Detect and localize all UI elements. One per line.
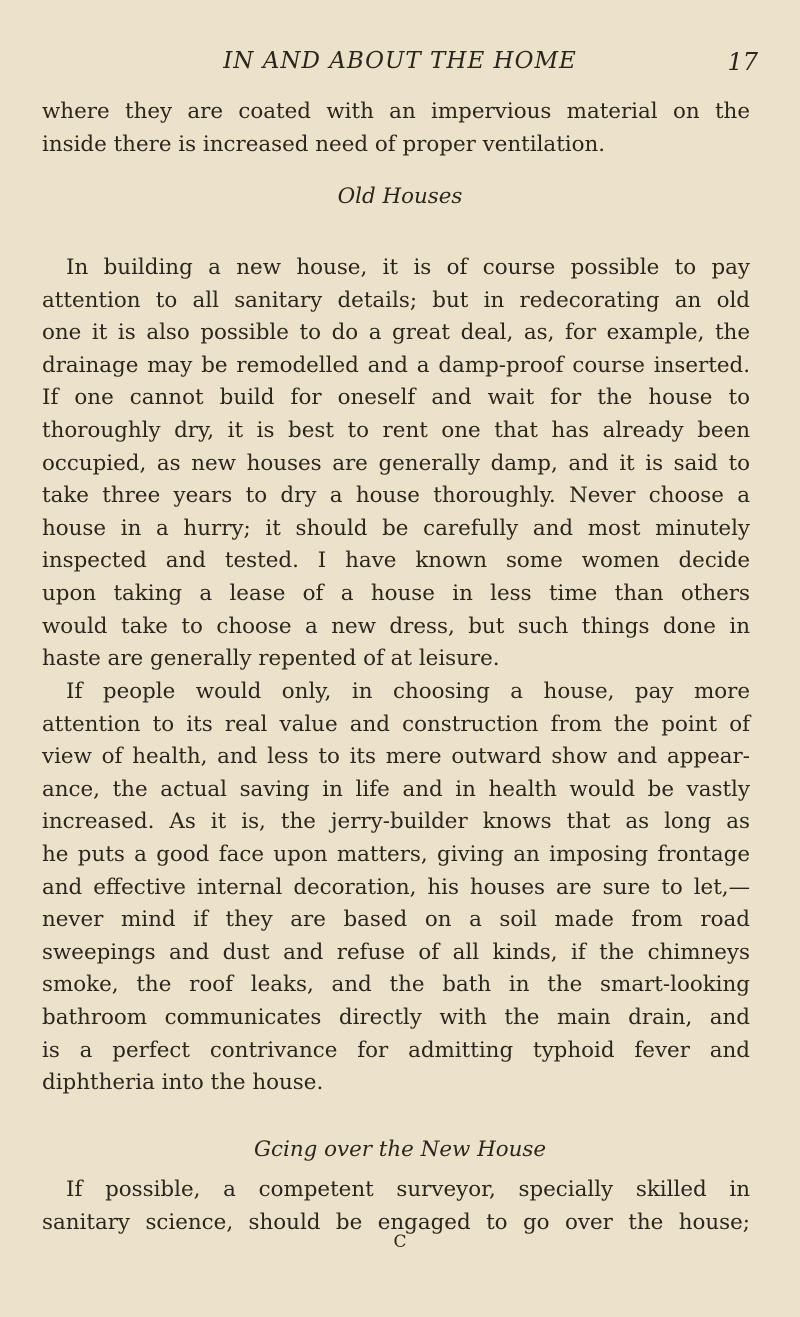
text-line: drainage may be remodelled and a damp-proof course inserted.: [42, 352, 750, 378]
text-line: attention to all sanitary details; but in redecorating an old: [42, 287, 750, 313]
text-line: inside there is increased need of proper ventilation.: [42, 131, 606, 157]
page-number: 17: [727, 48, 758, 76]
text-line: occupied, as new houses are generally damp, and it is said to: [42, 450, 750, 476]
text-line: thoroughly dry, it is best to rent one that has already been: [42, 417, 750, 443]
section-heading-old-houses: Old Houses: [337, 184, 463, 209]
text-line: would take to choose a new dress, but such things done in: [42, 613, 750, 639]
text-line: one it is also possible to do a great deal, as, for example, the: [42, 320, 750, 346]
text-line: upon taking a lease of a house in less time than others: [42, 580, 750, 606]
text-line: house in a hurry; it should be carefully and most minutely: [42, 515, 750, 541]
text-line: and effective internal decoration, his houses are sure to let,—: [42, 874, 750, 900]
text-line: never mind if they are based on a soil made from road: [42, 907, 750, 933]
text-line: inspected and tested. I have known some women decide: [42, 548, 750, 574]
text-line: increased. As it is, the jerry-builder knows that as long as: [42, 809, 750, 835]
text-line: sweepings and dust and refuse of all kinds, if the chimneys: [42, 939, 750, 965]
signature-mark: C: [393, 1232, 407, 1252]
text-line: smoke, the roof leaks, and the bath in the smart-looking: [42, 972, 750, 998]
text-line: bathroom communicates directly with the main drain, and: [42, 1004, 750, 1030]
text-line: If one cannot build for oneself and wait for the house to: [42, 385, 750, 411]
text-line: If people would only, in choosing a house, pay more: [66, 679, 750, 704]
text-line: he puts a good face upon matters, giving an imposing frontage: [42, 841, 750, 867]
section-heading-new-house: Gcing over the New House: [253, 1137, 547, 1162]
text-line: take three years to dry a house thoroughly. Never choose a: [42, 483, 750, 509]
text-line: view of health, and less to its mere outward show and appear-: [42, 744, 750, 770]
old-houses-paragraph-2: [42, 676, 750, 1100]
text-line: ance, the actual saving in life and in health would be vastly: [42, 776, 750, 802]
text-line: attention to its real value and construction from the point of: [42, 711, 750, 737]
text-line: diphtheria into the house.: [42, 1070, 324, 1096]
text-line: where they are coated with an impervious material on the: [42, 99, 750, 124]
new-house-paragraph-1: [42, 1174, 750, 1239]
old-houses-paragraph-1: [42, 252, 750, 676]
text-line: If possible, a competent surveyor, specially skilled in: [66, 1177, 750, 1202]
text-line: is a perfect contrivance for admitting typhoid fever and: [42, 1037, 750, 1063]
continuation-paragraph: [42, 96, 750, 161]
running-head: IN AND ABOUT THE HOME: [223, 48, 577, 74]
text-line: sanitary science, should be engaged to go over the house;: [42, 1209, 750, 1235]
text-line: In building a new house, it is of course possible to pay: [66, 255, 750, 280]
text-line: haste are generally repented of at leisure.: [42, 646, 500, 672]
